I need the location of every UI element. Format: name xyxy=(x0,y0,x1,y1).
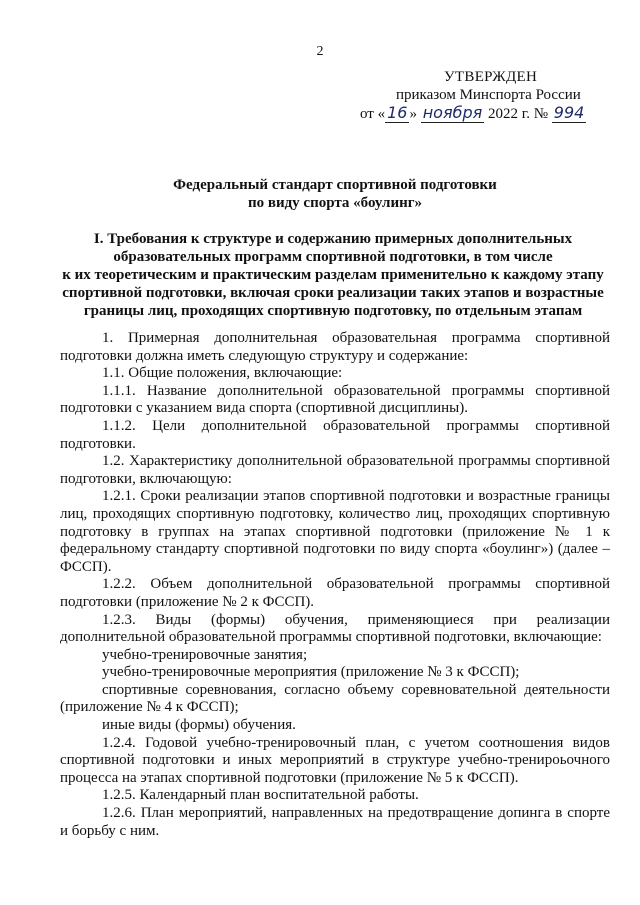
paragraph: 1.1.2. Цели дополнительной образовательной программы спортивной подготовки. xyxy=(60,417,610,452)
page-number: 2 xyxy=(316,44,324,59)
paragraph: 1.2.6. План мероприятий, направленных на предотвращение допинга в спорте и борьбу с ним. xyxy=(60,805,610,839)
approval-title: УТВЕРЖДЕН xyxy=(444,69,538,85)
document-title xyxy=(60,176,610,212)
approval-day-handwritten: 16 xyxy=(387,103,408,122)
approval-date-prefix: от « xyxy=(360,106,386,122)
paragraph: 1.2.1. Сроки реализации этапов спортивной подготовки и возрастные границы лиц, проходящих спортивную подготовку, количество лиц, проходящих спортивную подготовку в группах на этапах спортивной подготовки (приложение № 1 к федеральному стандарту спортивной подготовки по виду спорта «боулинг») (далее – ФССП). xyxy=(60,488,610,575)
paragraph: 1.2.5. Календарный план воспитательной работы. xyxy=(102,787,419,804)
paragraph: 1. Примерная дополнительная образовательная программа спортивной подготовки должна иметь следующую структуру и содержание: xyxy=(60,330,610,364)
paragraph: учебно-тренировочные мероприятия (приложение № 3 к ФССП); xyxy=(102,664,520,681)
section-heading-line: к их теоретическим и практическим разделам применительно к каждому этапу xyxy=(62,267,604,283)
approval-order-line: приказом Минспорта России xyxy=(396,87,581,103)
approval-date-mid: » xyxy=(409,106,417,122)
paragraph: 1.2.2. Объем дополнительной образовательной программы спортивной подготовки (приложение № 2 к ФССП). xyxy=(60,576,610,610)
section-heading-line: образовательных программ спортивной подготовки, в том числе xyxy=(113,249,553,265)
paragraph: 1.1. Общие положения, включающие: xyxy=(102,365,343,382)
section-heading-line: спортивной подготовки, включая сроки реализации таких этапов и возрастные xyxy=(62,285,604,301)
approval-number-handwritten: 994 xyxy=(553,103,585,122)
paragraph: спортивные соревнования, согласно объему соревновательной деятельности (приложение № 4 к ФССП); xyxy=(60,681,610,716)
section-heading xyxy=(48,230,618,320)
approval-month-handwritten: ноября xyxy=(422,103,483,122)
approval-date-line xyxy=(360,104,600,123)
section-heading-line: I. Требования к структуре и содержанию примерных дополнительных xyxy=(93,231,573,247)
paragraph: иные виды (формы) обучения. xyxy=(102,717,296,734)
document-title-line: Федеральный стандарт спортивной подготовки xyxy=(173,177,497,193)
approval-year: 2022 г. № xyxy=(488,106,549,122)
approval-stamp xyxy=(360,68,600,123)
paragraph: 1.1.1. Название дополнительной образовательной программы спортивной подготовки с указанием вида спорта (спортивной дисциплины). xyxy=(60,382,610,417)
paragraph: 1.2.4. Годовой учебно-тренировочный план, с учетом соотношения видов спортивной подготовки и иных мероприятий в структуре учебно-тренироьочного процесса на этапах спортивной подготовки (приложение № 5 к ФССП). xyxy=(60,734,610,786)
paragraph: 1.2.3. Виды (формы) обучения, применяющиеся при реализации дополнительной образовательной программы спортивной подготовки, включающие: xyxy=(60,611,610,646)
section-heading-line: границы лиц, проходящих спортивную подготовку, по отдельным этапам xyxy=(83,303,583,319)
paragraph: 1.2. Характеристику дополнительной образовательной программы спортивной подготовки, включающую: xyxy=(60,453,610,487)
document-body xyxy=(60,330,610,840)
paragraph: учебно-тренировочные занятия; xyxy=(102,646,308,663)
document-title-line: по виду спорта «боулинг» xyxy=(247,195,423,211)
